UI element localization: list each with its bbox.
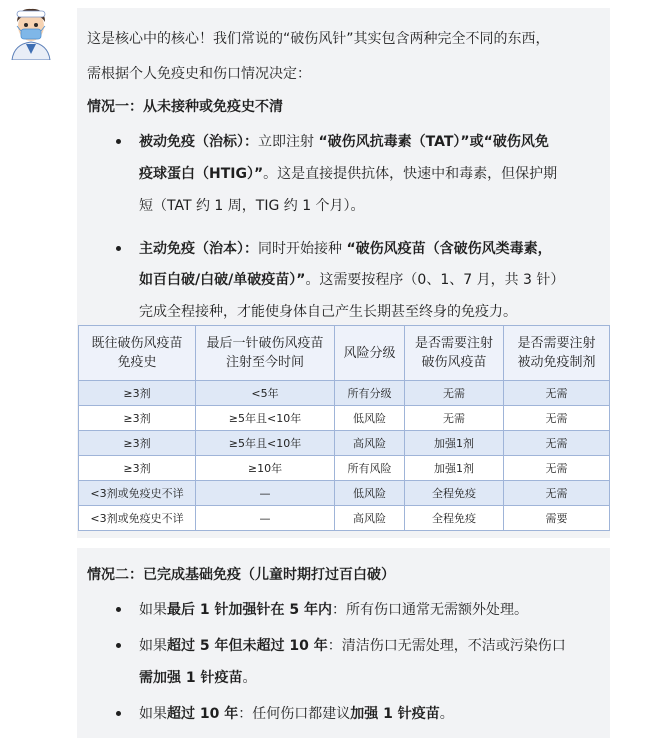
tetanus-decision-table xyxy=(78,325,610,531)
passive-immunity-products-2: 疫球蛋白（HTIG）” xyxy=(139,166,264,182)
table-cell: 加强1剂 xyxy=(405,431,504,456)
table-row xyxy=(79,431,610,456)
table-cell: ≥3剂 xyxy=(79,381,196,406)
table-cell: 无需 xyxy=(504,381,610,406)
table-cell: 低风险 xyxy=(335,481,405,506)
active-immunity-line-1 xyxy=(139,239,552,259)
case2-item-2-line-1 xyxy=(139,636,566,656)
table-header-cell xyxy=(196,326,335,381)
passive-immunity-line-2 xyxy=(139,164,557,184)
item-emphasis: 最后 1 针加强针在 5 年内 xyxy=(167,602,332,618)
header-line: 最后一针破伤风疫苗 xyxy=(206,336,324,351)
table-cell: <5年 xyxy=(196,381,335,406)
active-immunity-line-2 xyxy=(139,270,564,290)
bullet-dot xyxy=(116,643,121,648)
case2-item-3 xyxy=(139,704,454,724)
table-cell: 全程免疫 xyxy=(405,506,504,531)
item-text: ：清洁伤口无需处理，不洁或污染伤口 xyxy=(327,638,566,654)
passive-immunity-line-3: 短（TAT 约 1 周，TIG 约 1 个月）。 xyxy=(139,198,365,214)
table-cell: ≥5年且<10年 xyxy=(196,431,335,456)
table-cell: 高风险 xyxy=(335,431,405,456)
header-line: 风险分级 xyxy=(343,345,396,361)
header-line: 是否需要注射 xyxy=(517,336,596,351)
table-row xyxy=(79,406,610,431)
bullet-dot xyxy=(116,246,121,251)
item-emphasis: 超过 5 年但未超过 10 年 xyxy=(167,638,328,654)
case1-heading: 情况一：从未接种或免疫史不清 xyxy=(87,99,283,115)
bullet-dot xyxy=(116,711,121,716)
table-header-cell xyxy=(79,326,196,381)
active-immunity-desc: 。这需要按程序（0、1、7 月，共 3 针） xyxy=(305,272,565,288)
case2-item-1 xyxy=(139,600,528,620)
case2-item-2-line-2 xyxy=(139,668,257,688)
passive-immunity-desc: 。这是直接提供抗体，快速中和毒素，但保护期 xyxy=(263,166,558,182)
header-line: 被动免疫制剂 xyxy=(517,355,596,370)
item-text: 。 xyxy=(439,706,454,722)
table-row xyxy=(79,456,610,481)
header-line: 免疫史 xyxy=(117,355,157,370)
table-cell: 加强1剂 xyxy=(405,456,504,481)
table-cell: 低风险 xyxy=(335,406,405,431)
table-cell: ≥3剂 xyxy=(79,431,196,456)
table-cell: 无需 xyxy=(405,406,504,431)
table-header-cell xyxy=(504,326,610,381)
header-line: 是否需要注射 xyxy=(414,336,493,351)
item-emphasis: 需加强 1 针疫苗 xyxy=(139,670,243,686)
passive-immunity-text: 立即注射 xyxy=(258,134,319,150)
case2-heading: 情况二：已完成基础免疫（儿童时期打过百白破） xyxy=(87,567,395,583)
table-cell: 所有风险 xyxy=(335,456,405,481)
item-emphasis: 加强 1 针疫苗 xyxy=(350,706,440,722)
table-cell: 所有分级 xyxy=(335,381,405,406)
table-cell: 需要 xyxy=(504,506,610,531)
active-immunity-products-2: 如百白破/白破/单破疫苗）” xyxy=(139,272,306,288)
table-cell: ≥5年且<10年 xyxy=(196,406,335,431)
table-cell: — xyxy=(196,506,335,531)
table-header-cell xyxy=(405,326,504,381)
active-immunity-label: 主动免疫（治本）： xyxy=(139,241,258,257)
table-body xyxy=(79,381,610,531)
table-cell: 无需 xyxy=(405,381,504,406)
intro-line-2: 需根据个人免疫史和伤口情况决定： xyxy=(87,66,311,82)
active-immunity-products: “破伤风疫苗（含破伤风类毒素， xyxy=(346,241,552,257)
passive-immunity-line-1 xyxy=(139,132,549,152)
active-immunity-line-3: 完成全程接种，才能使身体自己产生长期甚至终身的免疫力。 xyxy=(139,304,517,320)
intro-line-1: 这是核心中的核心！我们常说的“破伤风针”其实包含两种完全不同的东西， xyxy=(87,31,550,47)
table-cell: ≥3剂 xyxy=(79,456,196,481)
table-cell: 全程免疫 xyxy=(405,481,504,506)
table-header-row xyxy=(79,326,610,381)
item-emphasis: 超过 10 年 xyxy=(167,706,239,722)
bullet-dot xyxy=(116,607,121,612)
table-cell: 无需 xyxy=(504,431,610,456)
table-cell: <3剂或免疫史不详 xyxy=(79,481,196,506)
message-card-secondary xyxy=(77,548,610,738)
item-text: ：任何伤口都建议 xyxy=(238,706,351,722)
item-text: 如果 xyxy=(139,638,167,654)
table-cell: ≥10年 xyxy=(196,456,335,481)
passive-immunity-products: “破伤风抗毒素（TAT）”或“破伤风免 xyxy=(318,134,549,150)
doctor-avatar xyxy=(6,4,56,60)
table-row xyxy=(79,481,610,506)
bullet-dot xyxy=(116,139,121,144)
item-text: ：所有伤口通常无需额外处理。 xyxy=(331,602,528,618)
header-line: 注射至今时间 xyxy=(225,355,304,370)
table-cell: — xyxy=(196,481,335,506)
item-text: 如果 xyxy=(139,706,167,722)
table-cell: 无需 xyxy=(504,481,610,506)
table-cell: 无需 xyxy=(504,456,610,481)
table-cell: <3剂或免疫史不详 xyxy=(79,506,196,531)
passive-immunity-label: 被动免疫（治标）： xyxy=(139,134,258,150)
table-cell: ≥3剂 xyxy=(79,406,196,431)
header-line: 既往破伤风疫苗 xyxy=(91,336,183,351)
table-header-cell xyxy=(335,326,405,381)
item-text: 如果 xyxy=(139,602,167,618)
active-immunity-text: 同时开始接种 xyxy=(258,241,347,257)
table-row xyxy=(79,381,610,406)
table-row xyxy=(79,506,610,531)
item-text: 。 xyxy=(242,670,257,686)
table-cell: 高风险 xyxy=(335,506,405,531)
table-cell: 无需 xyxy=(504,406,610,431)
header-line: 破伤风疫苗 xyxy=(421,355,487,370)
